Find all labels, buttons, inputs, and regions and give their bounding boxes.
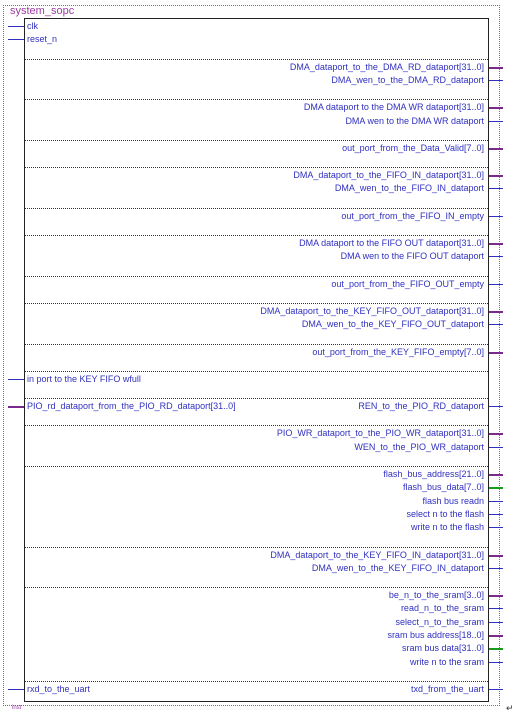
output-port-label: flash_bus_address[21..0] (383, 469, 484, 479)
output-port-label: DMA_dataport_to_the_KEY_FIFO_IN_dataport[31..0] (270, 549, 484, 560)
group-separator (25, 547, 488, 548)
output-pin (489, 555, 503, 557)
output-pin (489, 352, 503, 354)
group-separator (25, 276, 488, 277)
output-port-label: out_port_from_the_KEY_FIFO_empty[7..0] (312, 346, 484, 357)
output-port-label: DMA dataport to the FIFO OUT dataport[31..0] (299, 238, 484, 248)
output-pin (489, 175, 503, 177)
output-port-label: select_n_to_the_sram (395, 616, 484, 627)
output-port-label: sram bus data[31..0] (401, 643, 484, 654)
output-port-label: write n to the sram (409, 656, 484, 667)
output-pin (489, 121, 503, 122)
output-pin (489, 243, 503, 245)
symbol-title: system_sopc (10, 5, 75, 17)
output-port-label: out_port_from_the_FIFO_IN_empty (341, 210, 484, 221)
group-separator (25, 425, 488, 426)
output-port-label: PIO_WR_dataport_to_the_PIO_WR_dataport[31..0] (276, 428, 484, 439)
input-pin (8, 26, 24, 27)
output-port-label: DMA_wen_to_the_FIFO_IN_dataport (334, 183, 484, 194)
output-port-label: DMA_wen_to_the_KEY_FIFO_IN_dataport (311, 562, 484, 573)
input-port-label: reset_n (27, 34, 58, 45)
group-separator (25, 344, 488, 345)
output-port-label: DMA_wen_to_the_KEY_FIFO_OUT_dataport (301, 319, 484, 330)
output-pin (489, 648, 503, 650)
group-separator (25, 208, 488, 209)
group-separator (25, 681, 488, 682)
output-pin (489, 284, 503, 285)
output-pin (489, 107, 503, 109)
output-port-label: DMA wen to the FIFO OUT dataport (340, 251, 484, 262)
input-port-label: rxd_to_the_uart (27, 683, 91, 694)
group-separator (25, 167, 488, 168)
output-pin (489, 188, 503, 189)
output-port-label: DMA_dataport_to_the_FIFO_IN_dataport[31..0] (293, 170, 484, 181)
group-separator (25, 99, 488, 100)
group-separator (25, 235, 488, 236)
output-port-label: DMA wen to the DMA WR dataport (345, 115, 484, 126)
output-port-label: WEN_to_the_PIO_WR_dataport (354, 441, 484, 452)
instance-label: inst (12, 705, 22, 711)
output-pin (489, 595, 503, 597)
output-pin (489, 80, 503, 81)
output-port-label: sram bus address[18..0] (387, 630, 484, 640)
output-pin (489, 487, 503, 489)
output-port-label: out_port_from_the_Data_Valid[7..0] (342, 142, 484, 153)
output-pin (489, 433, 503, 435)
output-port-label: write n to the flash (410, 522, 484, 533)
group-separator (25, 398, 488, 399)
output-pin (489, 406, 503, 407)
output-port-label: out_port_from_the_FIFO_OUT_empty (331, 278, 484, 289)
output-pin (489, 148, 503, 150)
group-separator (25, 140, 488, 141)
input-pin (8, 689, 24, 690)
output-pin (489, 608, 503, 609)
return-mark: ↵ (506, 703, 514, 713)
output-pin (489, 474, 503, 476)
output-pin (489, 662, 503, 663)
output-port-label: DMA_dataport_to_the_DMA_RD_dataport[31..0] (289, 61, 484, 72)
output-port-label: read_n_to_the_sram (400, 603, 484, 614)
output-pin (489, 514, 503, 515)
output-port-label: flash_bus_data[7..0] (402, 482, 484, 493)
output-pin (489, 447, 503, 448)
output-pin (489, 216, 503, 217)
group-separator (25, 466, 488, 467)
output-pin (489, 256, 503, 257)
output-pin (489, 67, 503, 69)
output-port-label: DMA dataport to the DMA WR dataport[31..0] (303, 102, 484, 113)
output-port-label: DMA_wen_to_the_DMA_RD_dataport (331, 74, 484, 85)
output-port-label: txd_from_the_uart (410, 683, 484, 694)
output-pin (489, 527, 503, 528)
input-port-label: clk (27, 21, 38, 31)
output-pin (489, 324, 503, 325)
output-pin (489, 568, 503, 569)
output-pin (489, 501, 503, 502)
output-port-label: REN_to_the_PIO_RD_dataport (358, 401, 484, 412)
group-separator (25, 587, 488, 588)
input-port-label: in port to the KEY FIFO wfull (27, 373, 141, 384)
group-separator (25, 303, 488, 304)
output-port-label: be_n_to_the_sram[3..0] (388, 590, 484, 601)
output-pin (489, 635, 503, 637)
group-separator (25, 59, 488, 60)
output-pin (489, 622, 503, 623)
input-port-label: PIO_rd_dataport_from_the_PIO_RD_dataport[31..0] (27, 401, 236, 412)
group-separator (25, 371, 488, 372)
output-pin (489, 689, 503, 690)
input-pin (8, 39, 24, 40)
output-port-label: select n to the flash (406, 508, 484, 519)
output-pin (489, 311, 503, 313)
input-pin (8, 406, 24, 408)
output-port-label: DMA_dataport_to_the_KEY_FIFO_OUT_dataport[31..0] (260, 305, 484, 316)
output-port-label: flash bus readn (422, 495, 484, 506)
input-pin (8, 379, 24, 380)
